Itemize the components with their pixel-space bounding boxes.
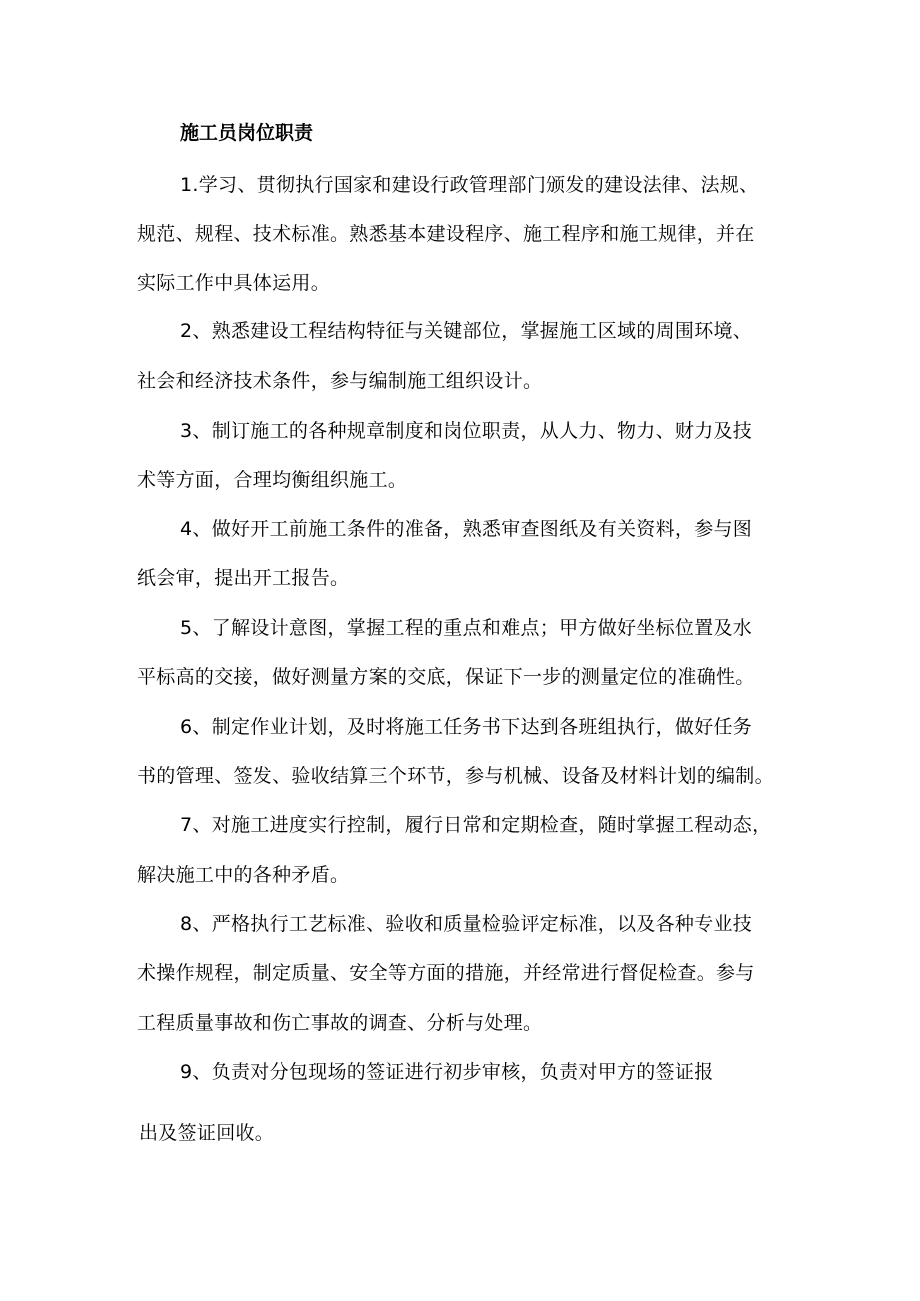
- paragraph-1-line-2: 规范、规程、技术标准。熟悉基本建设程序、施工程序和施工规律，并在: [137, 223, 755, 245]
- document-title: 施工员岗位职责: [180, 122, 314, 144]
- paragraph-2-line-2: 社会和经济技术条件，参与编制施工组织设计。: [137, 370, 543, 392]
- paragraph-4-line-1: 4、做好开工前施工条件的准备，熟悉审查图纸及有关资料，参与图: [180, 518, 753, 540]
- paragraph-9-line-2: 出及签证回收。: [139, 1122, 275, 1144]
- paragraph-8-line-3: 工程质量事故和伤亡事故的调查、分析与处理。: [137, 1012, 543, 1034]
- paragraph-3-line-2: 术等方面，合理均衡组织施工。: [137, 469, 408, 491]
- paragraph-7-line-2: 解决施工中的各种矛盾。: [137, 864, 350, 886]
- paragraph-5-line-1: 5、了解设计意图，掌握工程的重点和难点；甲方做好坐标位置及水: [180, 617, 753, 639]
- paragraph-8-line-1: 8、严格执行工艺标准、验收和质量检验评定标准，以及各种专业技: [180, 913, 753, 935]
- paragraph-8-line-2: 术操作规程，制定质量、安全等方面的措施，并经常进行督促检查。参与: [137, 962, 755, 984]
- paragraph-7-line-1: 7、对施工进度实行控制，履行日常和定期检查，随时掌握工程动态，: [180, 814, 772, 836]
- paragraph-6-line-1: 6、制定作业计划，及时将施工任务书下达到各班组执行，做好任务: [180, 716, 753, 738]
- paragraph-3-line-1: 3、制订施工的各种规章制度和岗位职责，从人力、物力、财力及技: [180, 420, 753, 442]
- paragraph-1-line-3: 实际工作中具体运用。: [137, 272, 331, 294]
- paragraph-6-line-2: 书的管理、签发、验收结算三个环节，参与机械、设备及材料计划的编制。: [137, 765, 774, 787]
- paragraph-5-line-2: 平标高的交接，做好测量方案的交底，保证下一步的测量定位的准确性。: [137, 666, 755, 688]
- paragraph-1-line-1: 1.学习、贯彻执行国家和建设行政管理部门颁发的建设法律、法规、: [180, 174, 759, 196]
- paragraph-4-line-2: 纸会审，提出开工报告。: [137, 567, 350, 589]
- paragraph-9-line-1: 9、负责对分包现场的签证进行初步审核，负责对甲方的签证报: [180, 1061, 714, 1083]
- paragraph-2-line-1: 2、熟悉建设工程结构特征与关键部位，掌握施工区域的周围环境、: [180, 320, 753, 342]
